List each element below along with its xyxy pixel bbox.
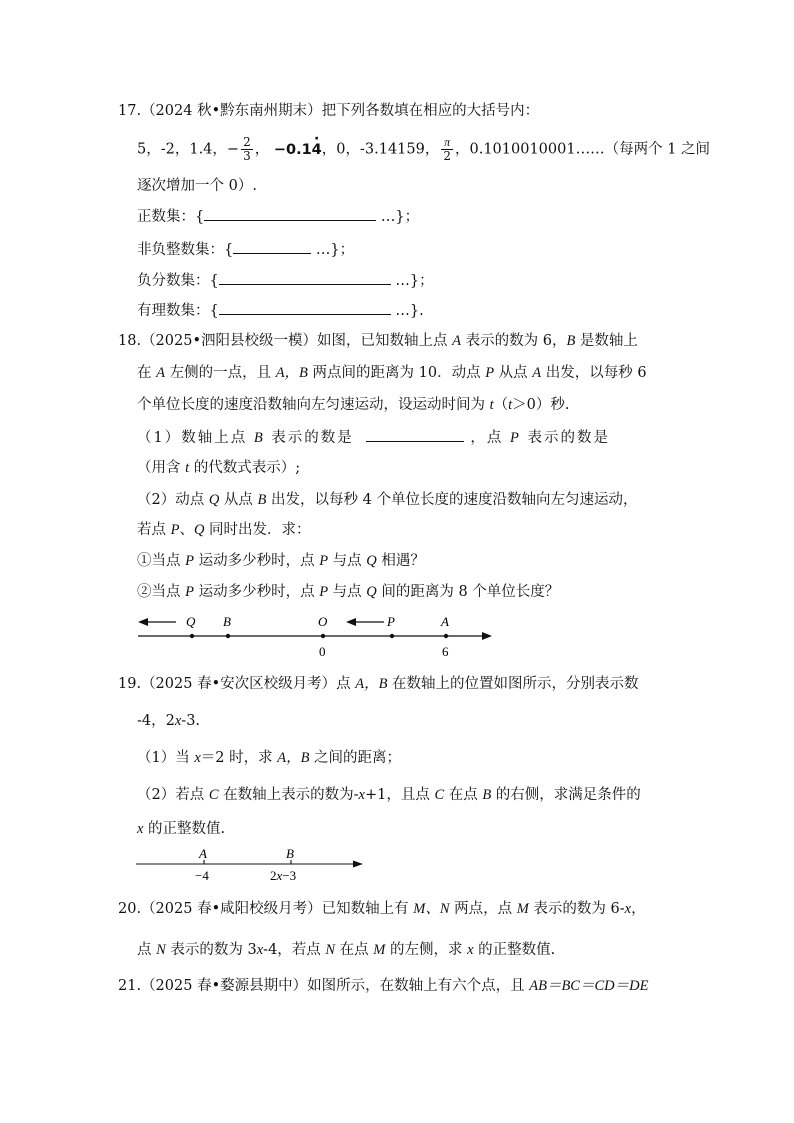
- point-b-dot: [226, 634, 230, 638]
- fraction-two-thirds: $\frac{2}{3}$: [243, 135, 251, 163]
- answer-blank[interactable]: [233, 239, 311, 254]
- q19-line-1: 19.（2025 春•安次区校级月考）点 A，B 在数轴上的位置如图所示，分别表示数: [118, 676, 639, 692]
- value-minus-four: −4: [195, 868, 209, 883]
- q19-number-line-figure: [132, 842, 372, 886]
- point-q-dot: [190, 634, 194, 638]
- q18-subquestion-2: ②当点 P 运动多少秒时，点 P 与点 Q 间的距离为 8 个单位长度？: [137, 584, 560, 600]
- axis-arrow-head: [353, 861, 363, 868]
- q19-line-2: -4，2x-3.: [137, 713, 201, 729]
- set-negative-fraction: 负分数集：{ …}；: [137, 270, 434, 291]
- question-source: （2024 秋•黔东南州期末）: [141, 103, 322, 119]
- q18-part-2: （2）动点 Q 从点 B 出发，以每秒 4 个单位长度的速度沿数轴向左匀速运动，: [137, 492, 638, 508]
- tick-label-six: 6: [442, 644, 449, 659]
- q17-number-list: 5，-2，1.4，− $\frac{2}{3}$ ， −0.14 ·，0，-3.14159， $\frac{\pi}{2}$ ，0.1010010001……（每两个 1 之间: [137, 136, 710, 163]
- q19-part-1: （1）当 x＝2 时，求 A，B 之间的距离；: [137, 750, 402, 766]
- q18-line-3: 个单位长度的速度沿数轴向左匀速运动，设运动时间为 t（t＞0）秒.: [137, 397, 570, 413]
- answer-blank[interactable]: [219, 270, 391, 285]
- label-a: A: [199, 846, 207, 861]
- question-number: 21.: [118, 978, 142, 994]
- label-o: O: [318, 614, 328, 629]
- tick-label-zero: 0: [319, 644, 326, 659]
- label-q: Q: [186, 614, 196, 629]
- label-p: P: [387, 614, 395, 629]
- label-a: A: [441, 614, 449, 629]
- point-p-dot: [390, 634, 394, 638]
- q18-number-line-figure: [130, 608, 500, 662]
- q18-part-1: （1）数轴上点 B 表示的数是 ，点 P 表示的数是: [137, 427, 610, 448]
- question-number: 17.: [118, 103, 142, 119]
- q18-subquestion-1: ①当点 P 运动多少秒时，点 P 与点 Q 相遇？: [137, 553, 425, 569]
- set-rational: 有理数集：{ …}.: [137, 300, 424, 321]
- q19-part-2-cont: x 的正整数值.: [137, 821, 226, 837]
- question-source: （2025 春•婺源县期中）: [141, 978, 308, 994]
- question-prompt: 把下列各数填在相应的大括号内：: [321, 103, 540, 119]
- label-b: B: [286, 846, 294, 861]
- question-number: 19.: [118, 676, 142, 692]
- fraction-pi-over-two: $\frac{\pi}{2}$: [443, 135, 451, 163]
- q18-part-2-cont: 若点 P、Q 同时出发．求：: [137, 522, 311, 538]
- axis-arrow-head: [482, 632, 492, 640]
- q18-part-1-note: （用含 t 的代数式表示）;: [137, 460, 301, 476]
- set-positive: 正数集：{ …}；: [137, 206, 419, 227]
- question-source: （2025•泗阳县校级一模）: [141, 333, 318, 349]
- set-nonnegative-integer: 非负整数集：{ …}；: [137, 239, 354, 260]
- repeating-decimal: −0.14 ·: [274, 142, 322, 158]
- q18-line-1: 18.（2025•泗阳县校级一模）如图，已知数轴上点 A 表示的数为 6，B 是数轴上: [118, 333, 638, 349]
- q20-line-2: 点 N 表示的数为 3x-4，若点 N 在点 M 的左侧，求 x 的正整数值.: [137, 942, 556, 958]
- q17-header: [118, 101, 539, 121]
- label-b: B: [223, 614, 231, 629]
- question-source: （2025 春•安次区校级月考）: [141, 676, 337, 692]
- q18-line-2: 在 A 左侧的一点，且 A，B 两点间的距离为 10．动点 P 从点 A 出发，以每秒 6: [137, 365, 647, 381]
- q20-line-1: 20.（2025 春•咸阳校级月考）已知数轴上有 M、N 两点，点 M 表示的数为 6-x，: [118, 901, 646, 917]
- q-arrow-head: [138, 618, 148, 626]
- question-source: （2025 春•咸阳校级月考）: [141, 901, 322, 917]
- point-a-dot: [444, 634, 448, 638]
- answer-blank[interactable]: [204, 206, 376, 221]
- value-2x-minus-3: 2x−3: [270, 868, 297, 883]
- q21-line-1: 21.（2025 春•婺源县期中）如图所示，在数轴上有六个点，且 AB＝BC＝CD＝DE: [118, 978, 649, 994]
- answer-blank[interactable]: [219, 300, 391, 315]
- q19-part-2: （2）若点 C 在数轴上表示的数为-x+1，且点 C 在点 B 的右侧，求满足条件的: [137, 787, 641, 803]
- q17-list-continuation: 逐次增加一个 0）.: [137, 178, 257, 194]
- point-o-dot: [321, 634, 325, 638]
- p-arrow-head: [346, 618, 356, 626]
- answer-blank[interactable]: [366, 427, 464, 442]
- question-number: 20.: [118, 901, 142, 917]
- question-number: 18.: [118, 333, 142, 349]
